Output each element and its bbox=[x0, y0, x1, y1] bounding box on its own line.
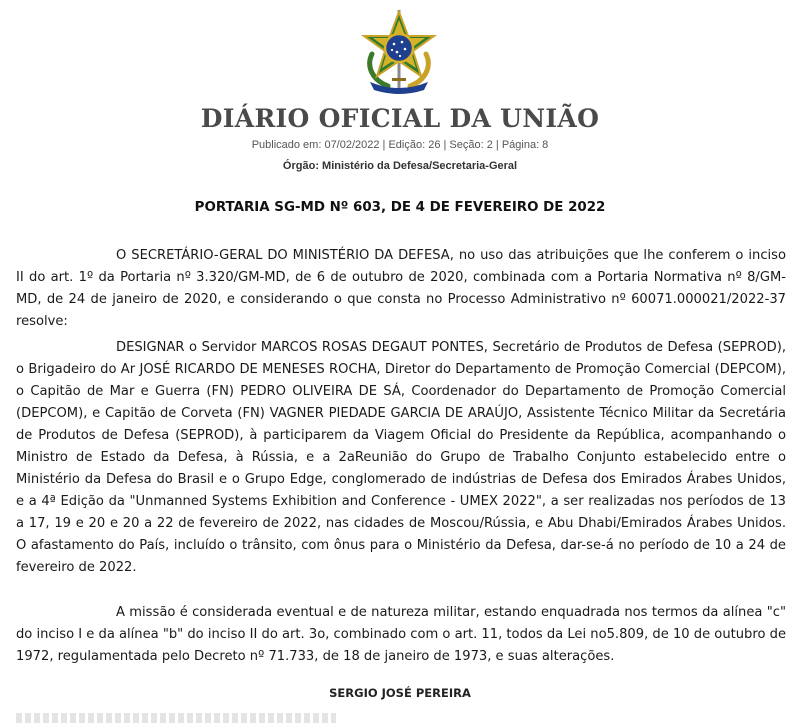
next-line-fragment bbox=[16, 713, 336, 723]
orgao-value: Ministério da Defesa/Secretaria-Geral bbox=[322, 160, 518, 172]
orgao-label: Órgão: bbox=[282, 160, 319, 172]
orgao-line bbox=[0, 160, 800, 172]
coat-of-arms-icon bbox=[358, 8, 440, 94]
portaria-title: PORTARIA SG-MD Nº 603, DE 4 DE FEVEREIRO DE 2022 bbox=[194, 200, 606, 215]
gazette-title: DIÁRIO OFICIAL DA UNIÃO bbox=[200, 104, 600, 133]
signature: SERGIO JOSÉ PEREIRA bbox=[329, 686, 471, 700]
paragraph-designation: DESIGNAR o Servidor MARCOS ROSAS DEGAUT PONTES, Secretário de Produtos de Defesa (SEPROD), o Brigadeiro do Ar JOSÉ RICARDO DE MENESES ROCHA, Diretor do Departamento de Promoção Comercial (DEPCOM), o Capitão de Mar e Guerra (FN) PEDRO OLIVEIRA DE SÁ, Coordenador do Departamento de Promoção Comercial (DEPCOM), e Capitão de Corveta (FN) VAGNER PIEDADE GARCIA DE ARAÚJO, Assistente Técnico Militar da Secretária de Produtos de Defesa (SEPROD), à participarem da Viagem Oficial do Presidente da República, acompanhando o Ministro de Estado da Defesa, à Rússia, e a 2aReunião do Grupo de Trabalho Conjunto estabelecido entre o Ministério da Defesa do Brasil e o Grupo Edge, conglomerado de indústrias de Defesa dos Emirados Árabes Unidos, e a 4ª Edição da "Unmanned Systems Exhibition and Conference - UMEX 2022", a ser realizadas nos períodos de 13 a 17, 19 e 20 e 20 a 22 de fevereiro de 2022, nas cidades de Moscou/Rússia, e Abu Dhabi/Emirados Árabes Unidos. O afastamento do País, incluído o trânsito, com ônus para o Ministério da Defesa, dar-se-á no período de 10 a 24 de fevereiro de 2022. bbox=[16, 340, 786, 575]
paragraph-preamble: O SECRETÁRIO-GERAL DO MINISTÉRIO DA DEFESA, no uso das atribuições que lhe conferem o inciso II do art. 1º da Portaria nº 3.320/GM-MD, de 6 de outubro de 2020, combinada com a Portaria Normativa nº 8/GM-MD, de 24 de janeiro de 2020, e considerando o que consta no Processo Administrativo nº 60071.000021/2022-37 resolve: bbox=[16, 248, 786, 329]
paragraph-mission: A missão é considerada eventual e de natureza militar, estando enquadrada nos termos da alínea "c" do inciso I e da alínea "b" do inciso II do art. 3o, combinado com o art. 11, todos da Lei no5.809, de 10 de outubro de 1972, regulamentada pelo Decreto nº 71.733, de 18 de janeiro de 1973, e suas alterações. bbox=[16, 605, 786, 664]
publication-meta: Publicado em: 07/02/2022 | Edição: 26 | Seção: 2 | Página: 8 bbox=[251, 139, 549, 151]
